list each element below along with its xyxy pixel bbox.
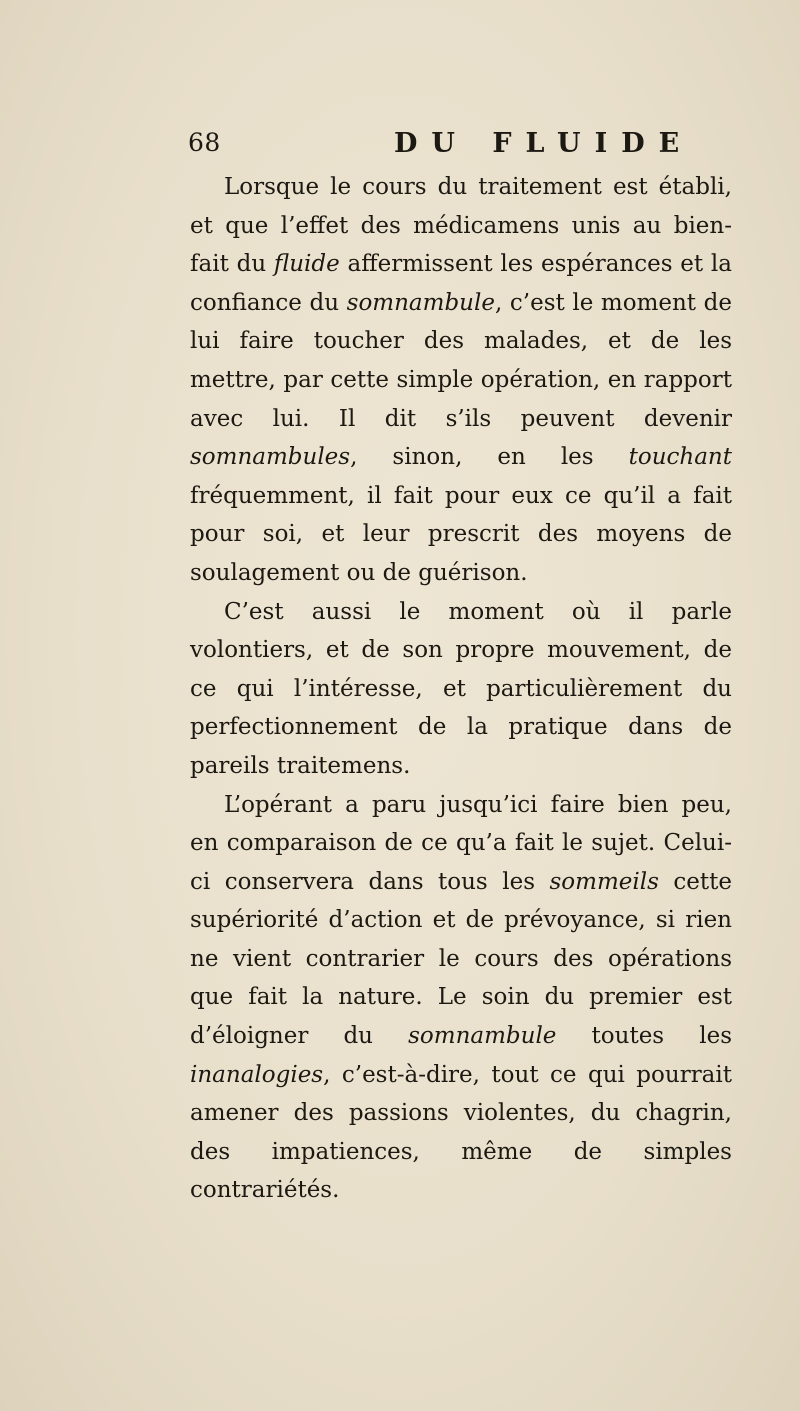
text-segment: fréquemment, il fait pour eux ce qu’il a fait pour soi, et leur prescrit des moyens de soulagement ou de guérison. [190, 482, 732, 586]
running-title: DU FLUIDE [394, 128, 694, 159]
body-text [190, 168, 732, 1210]
text-segment: cette supériorité d’action et de prévoyance, si rien ne vient contrarier le cours des opérations que fait la nature. Le soin du premier est d’éloigner du [190, 868, 732, 1050]
text-segment: Lorsque le cours du traitement est établi, et que l’effet des médicamens unis au bien-fait du [190, 174, 732, 278]
italic-term: sommeils [549, 868, 659, 895]
page-header [188, 128, 748, 168]
italic-term: somnambule [346, 289, 495, 316]
text-segment: toutes les [556, 1023, 732, 1050]
paragraph-1 [190, 168, 732, 593]
italic-term: somnambules [190, 444, 351, 471]
page-number: 68 [188, 128, 221, 157]
text-segment: C’est aussi le moment où il parle volontiers, et de son propre mouvement, de ce qui l’intéresse, et particulièrement du perfectionnement de la pratique dans de pareils traitemens. [190, 598, 732, 779]
italic-term: inanalogies [190, 1061, 324, 1088]
italic-term: fluide [273, 251, 340, 278]
text-segment: L’opérant a paru jusqu’ici faire bien peu, en comparaison de ce qu’a fait le sujet. Celui-ci conservera dans tous les [190, 791, 732, 895]
text-segment: , c’est-à-dire, tout ce qui pourrait amener des passions violentes, du chagrin, des impatiences, même de simples contrariétés. [190, 1061, 732, 1204]
italic-term: somnambule [408, 1023, 557, 1050]
paragraph-2 [190, 593, 732, 786]
italic-term: touchant [628, 444, 732, 471]
text-segment: affermissent les espérances et la confiance du [190, 251, 732, 316]
text-segment: , sinon, en les [350, 444, 629, 471]
text-segment: , c’est le moment de lui faire toucher des malades, et de les mettre, par cette simple opération, en rapport avec lui. Il dit s’ils peuvent devenir [190, 289, 732, 432]
paragraph-3 [190, 786, 732, 1211]
